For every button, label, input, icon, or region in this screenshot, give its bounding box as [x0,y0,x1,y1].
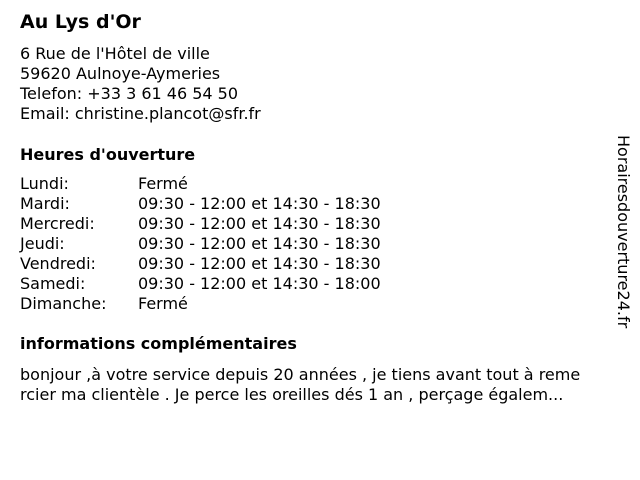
address-city: 59620 Aulnoye-Aymeries [20,64,221,83]
hours-day: Jeudi: [20,234,65,253]
hours-time: 09:30 - 12:00 et 14:30 - 18:30 [138,214,381,233]
phone-number: Telefon: +33 3 61 46 54 50 [20,84,239,103]
business-name: Au Lys d'Or [20,11,141,33]
hours-day: Samedi: [20,274,86,293]
hours-day: Mercredi: [20,214,95,233]
opening-hours-heading: Heures d'ouverture [20,145,196,164]
address-street: 6 Rue de l'Hôtel de ville [20,44,210,63]
hours-day: Dimanche: [20,294,107,313]
hours-time: 09:30 - 12:00 et 14:30 - 18:00 [138,274,381,293]
info-text-line: rcier ma clientèle . Je perce les oreilles dés 1 an , perçage égalem... [20,385,564,404]
hours-day: Vendredi: [20,254,96,273]
hours-time: 09:30 - 12:00 et 14:30 - 18:30 [138,194,381,213]
hours-time: Fermé [138,294,188,313]
additional-info-text [20,365,632,405]
hours-day: Lundi: [20,174,69,193]
additional-info-heading: informations complémentaires [20,334,297,353]
contact-block [20,44,261,124]
email-address: Email: christine.plancot@sfr.fr [20,104,261,123]
site-watermark: Horairesdouverture24.fr [614,135,633,329]
info-text-line: bonjour ,à votre service depuis 20 années , je tiens avant tout à reme [20,365,581,384]
hours-time: 09:30 - 12:00 et 14:30 - 18:30 [138,254,381,273]
hours-time: Fermé [138,174,188,193]
hours-time: 09:30 - 12:00 et 14:30 - 18:30 [138,234,381,253]
hours-day: Mardi: [20,194,70,213]
